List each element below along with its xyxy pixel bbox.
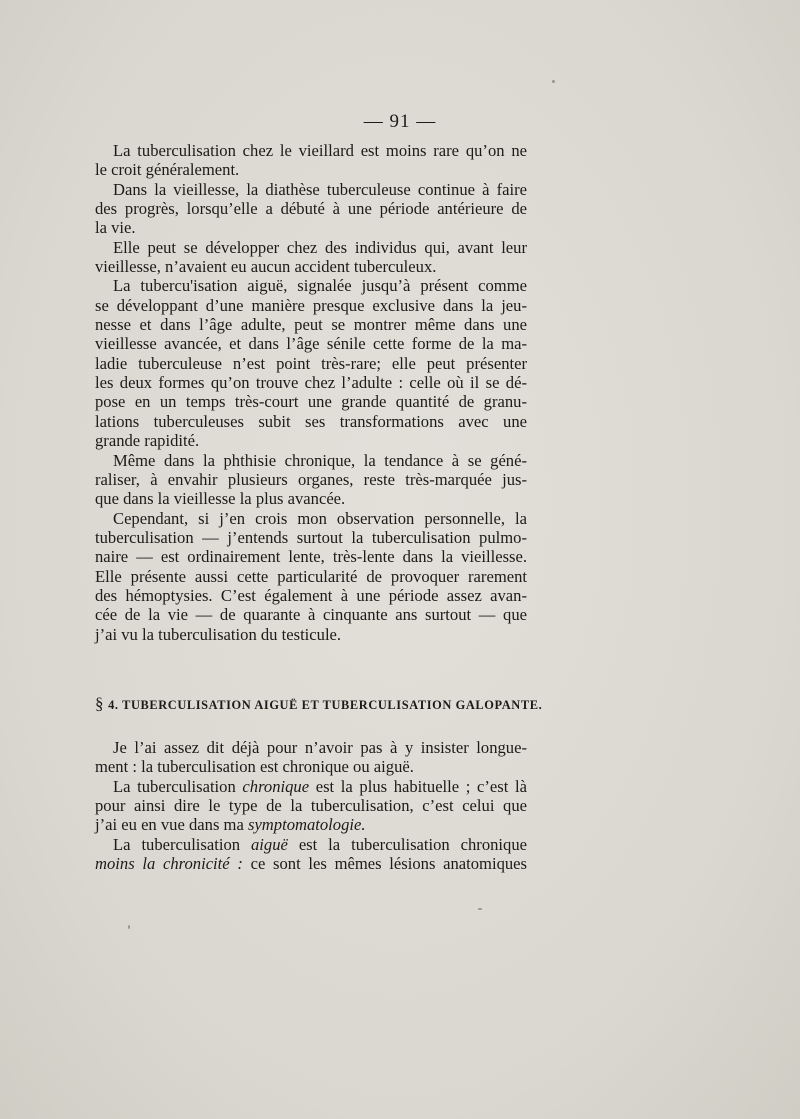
text-line: nesse et dans l’âge adulte, peut se montrer même dans une	[95, 315, 527, 335]
italic-term-aigue: aiguë	[251, 834, 288, 854]
text-line: La tuberculisation chez le vieillard est moins rare qu’on ne	[113, 141, 527, 160]
body-text-block	[95, 141, 527, 644]
text-line: vieillesse avancée, et dans l’âge sénile cette forme de la ma-	[95, 334, 527, 354]
text-line: Même dans la phthisie chronique, la tendance à se géné-	[113, 450, 527, 470]
paper-speck	[478, 908, 482, 910]
text-fragment: est la plus habituelle ; c’est là	[309, 776, 527, 796]
page-number: — 91 —	[363, 111, 437, 132]
text-fragment: La tuberculisation	[113, 834, 251, 854]
text-fragment: est la tuberculisation chronique	[287, 834, 527, 854]
text-line: La tubercu'isation aiguë, signalée jusqu’à présent comme	[113, 276, 527, 296]
text-line: se développant d’une manière presque exclusive dans la jeu-	[95, 295, 527, 315]
text-line: j’ai vu la tuberculisation du testicule.	[95, 624, 342, 644]
text-fragment: La tuberculisation	[113, 776, 243, 796]
text-line	[95, 854, 527, 873]
text-fragment: ce sont les mêmes lésions anatomiques	[242, 854, 527, 874]
section-heading-text: 4. TUBERCULISATION AIGUË ET TUBERCULISATION GALOPANTE.	[108, 698, 543, 712]
section-sign: §	[95, 694, 105, 713]
paper-speck	[552, 80, 555, 83]
text-line: les deux formes qu’on trouve chez l’adulte : celle où il se dé-	[95, 373, 527, 393]
section-heading	[95, 694, 543, 714]
text-line: que dans la vieillesse la plus avancée.	[95, 489, 346, 509]
text-line: des progrès, lorsqu’elle a débuté à une période antérieure de	[95, 199, 527, 219]
text-line	[95, 815, 527, 834]
text-line: Dans la vieillesse, la diathèse tuberculeuse continue à faire	[113, 179, 527, 199]
text-line: cée de la vie — de quarante à cinquante ans surtout — que	[95, 605, 527, 625]
text-line: pour ainsi dire le type de la tuberculisation, c’est celui que	[95, 796, 527, 816]
text-line: Elle peut se développer chez des individus qui, avant leur	[113, 237, 527, 257]
text-line: vieillesse, n’avaient eu aucun accident tuberculeux.	[95, 257, 437, 277]
italic-term-chronicite: moins la chronicité :	[95, 854, 243, 874]
text-line: pose en un temps très-court une grande quantité de granu-	[95, 392, 527, 412]
text-line: Cependant, si j’en crois mon observation personnelle, la	[113, 508, 527, 528]
text-line: grande rapidité.	[95, 431, 200, 451]
text-line: ment : la tuberculisation est chronique ou aiguë.	[95, 757, 414, 777]
body-text-block-2	[95, 738, 527, 873]
text-line: lations tuberculeuses subit ses transformations avec une	[95, 411, 527, 431]
text-line: ladie tuberculeuse n’est point très-rare; elle peut présenter	[95, 353, 527, 373]
text-line: tuberculisation — j’entends surtout la tuberculisation pulmo-	[95, 527, 527, 547]
text-line: raliser, à envahir plusieurs organes, reste très-marquée jus-	[95, 469, 527, 489]
text-line: le croit généralement.	[95, 160, 240, 180]
text-line	[95, 835, 527, 854]
paper-speck	[128, 925, 130, 929]
text-fragment: j’ai eu en vue dans ma	[95, 815, 248, 835]
italic-term-symptomatologie: symptomatologie.	[247, 815, 366, 835]
text-line: Elle présente aussi cette particularité de provoquer rarement	[95, 566, 527, 586]
text-line: Je l’ai assez dit déjà pour n’avoir pas à y insister longue-	[113, 738, 527, 757]
text-line	[95, 777, 527, 796]
text-line: des hémoptysies. C’est également à une période assez avan-	[95, 585, 527, 605]
text-line: naire — est ordinairement lente, très-lente dans la vieillesse.	[95, 547, 527, 567]
italic-term-chronique: chronique	[242, 776, 310, 796]
text-line: la vie.	[95, 218, 136, 238]
